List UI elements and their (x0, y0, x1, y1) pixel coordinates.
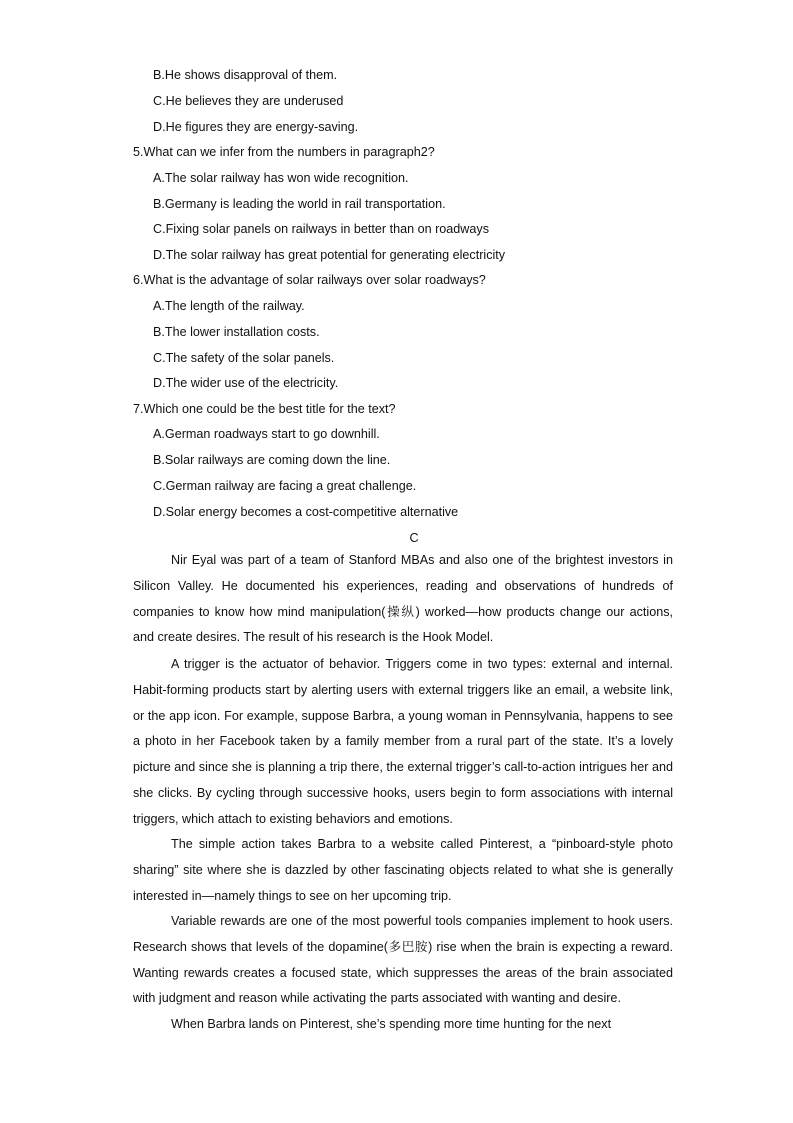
q6-question: 6.What is the advantage of solar railways over solar roadways? (133, 273, 486, 287)
q7-option-d: D.Solar energy becomes a cost-competitive alternative (153, 505, 459, 519)
section-c-paragraph-3: The simple action takes Barbra to a website called Pinterest, a “pinboard-style photo sharing” site where she is dazzled by other fascinating objects related to what she is generally interested in—namely things to see on her upcoming trip. (133, 837, 673, 903)
q4-option-d: D.He figures they are energy-saving. (153, 120, 359, 134)
q7-option-a: A.German roadways start to go downhill. (153, 427, 380, 441)
q5-option-c: C.Fixing solar panels on railways in better than on roadways (153, 222, 490, 236)
q5-option-b: B.Germany is leading the world in rail transportation. (153, 197, 446, 211)
q6-option-c: C.The safety of the solar panels. (153, 351, 335, 365)
q7-option-c: C.German railway are facing a great challenge. (153, 479, 417, 493)
section-c-paragraph-4: Variable rewards are one of the most powerful tools companies implement to hook users. Research shows that levels of the dopamine(多巴胺) rise when the brain is expecting a reward. Wanting rewards creates a focused state, which suppresses the areas of the brain associated with judgment and reason while activating the parts associated with wanting and desire. (133, 914, 673, 1006)
q5-question: 5.What can we infer from the numbers in paragraph2? (133, 145, 435, 159)
section-c-paragraph-1: Nir Eyal was part of a team of Stanford MBAs and also one of the brightest investors in Silicon Valley. He documented his experiences, reading and observations of hundreds of companies to know how mind manipulation(操纵) worked—how products change our actions, and create desires. The result of his research is the Hook Model. (133, 553, 673, 645)
q6-option-d: D.The wider use of the electricity. (153, 376, 339, 390)
q5-option-d: D.The solar railway has great potential for generating electricity (153, 248, 506, 262)
q5-option-a: A.The solar railway has won wide recognition. (153, 171, 409, 185)
q6-option-a: A.The length of the railway. (153, 299, 305, 313)
q4-option-b: B.He shows disapproval of them. (153, 68, 338, 82)
q7-question: 7.Which one could be the best title for the text? (133, 402, 396, 416)
q6-option-b: B.The lower installation costs. (153, 325, 320, 339)
section-c-heading: C (409, 531, 419, 545)
q4-option-c: C.He believes they are underused (153, 94, 344, 108)
section-c-paragraph-5: When Barbra lands on Pinterest, she’s spending more time hunting for the next (171, 1017, 612, 1031)
q7-option-b: B.Solar railways are coming down the line. (153, 453, 391, 467)
section-c-paragraph-2: A trigger is the actuator of behavior. Triggers come in two types: external and internal. Habit-forming products start by alerting users with external triggers like an email, a website link, or the app icon. For example, suppose Barbra, a young woman in Pennsylvania, happens to see a photo in her Facebook taken by a family member from a rural part of the state. It’s a lovely picture and since she is planning a trip there, the external trigger’s call-to-action intrigues her and she clicks. By cycling through successive hooks, users begin to form associations with internal triggers, which attach to existing behaviors and emotions. (133, 657, 673, 826)
